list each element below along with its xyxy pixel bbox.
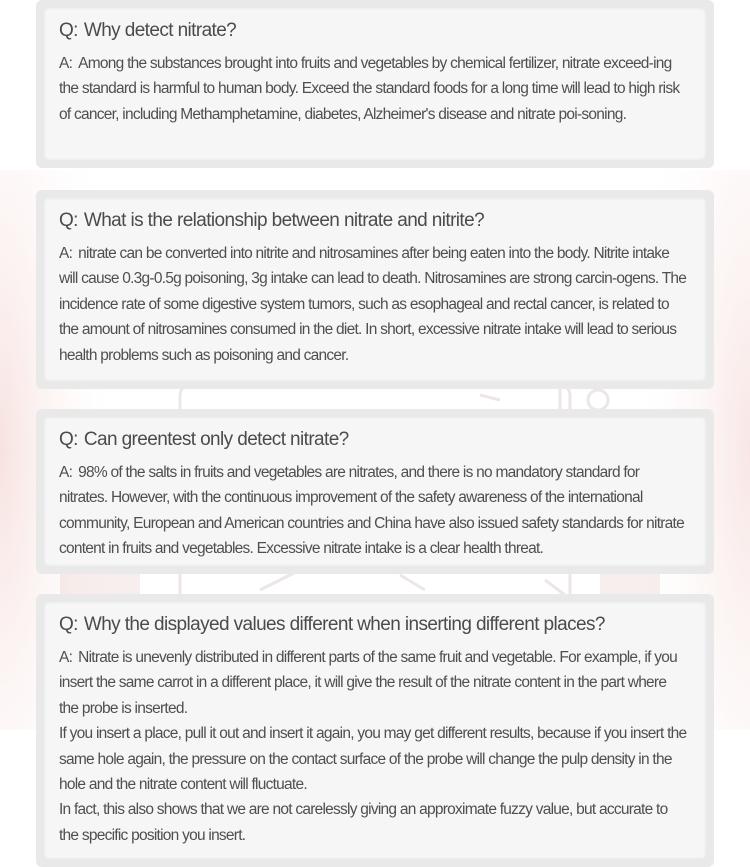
question-prefix: Q: (59, 614, 78, 635)
faq-answer (59, 241, 687, 368)
faq-question (59, 429, 349, 451)
faq-question (59, 210, 484, 232)
faq-answer (59, 645, 687, 848)
answer-paragraph (59, 645, 687, 721)
answer-prefix: A: (59, 649, 73, 666)
answer-paragraph (59, 460, 687, 562)
answer-paragraph: In fact, this also shows that we are not carelessly giving an approximate fuzzy value, but accurate to the specific position you insert. (59, 801, 668, 844)
question-prefix: Q: (59, 210, 78, 231)
answer-text: Nitrate is unevenly distributed in different parts of the same fruit and vegetable. For example, if you insert the same carrot in a different place, it will give the result of the nitrate content in the part where the probe is inserted. (59, 649, 677, 717)
faq-question (59, 20, 236, 42)
faq-answer (59, 460, 687, 562)
question-prefix: Q: (59, 429, 78, 450)
question-text: Why the displayed values different when inserting different places? (83, 614, 605, 635)
faq-question (59, 614, 605, 636)
answer-text: nitrate can be converted into nitrite and nitrosamines after being eaten into the body. Nitrite intake will cause 0.3g-0.5g poisoning, 3g intake can lead to death. Nitrosamines are strong carcin-ogens. The incidence rate of some digestive system tumors, such as esophageal and rectal cancer, is related to the amount of nitrosamines consumed in the diet. In short, excessive nitrate intake will lead to serious health problems such as poisoning and cancer. (59, 245, 687, 364)
answer-paragraph: If you insert a place, pull it out and insert it again, you may get different results, because if you insert the same hole again, the pressure on the contact surface of the probe will change the pulp density in the hole and the nitrate content will fluctuate. (59, 725, 687, 794)
question-text: Can greentest only detect nitrate? (83, 429, 349, 450)
question-text: Why detect nitrate? (83, 20, 237, 41)
answer-text: Among the substances brought into fruits and vegetables by chemical fertilizer, nitrate exceed-ing the standard is harmful to human body. Exceed the standard foods for a long time will lead to high risk of cancer, including Methamphetamine, diabetes, Alzheimer's disease and nitrate poi-soning. (59, 55, 680, 123)
faq-answer (59, 51, 687, 127)
question-prefix: Q: (59, 20, 78, 41)
answer-prefix: A: (59, 55, 73, 72)
answer-prefix: A: (59, 464, 73, 481)
answer-text: 98% of the salts in fruits and vegetables are nitrates, and there is no mandatory standard for nitrates. However, with the continuous improvement of the safety awareness of the international community, European and American countries and China have also issued safety standards for nitrate content in fruits and vegetables. Excessive nitrate intake is a clear health threat. (59, 464, 684, 558)
answer-prefix: A: (59, 245, 73, 262)
answer-paragraph (59, 241, 687, 368)
answer-paragraph (59, 51, 687, 127)
question-text: What is the relationship between nitrate and nitrite? (83, 210, 485, 231)
